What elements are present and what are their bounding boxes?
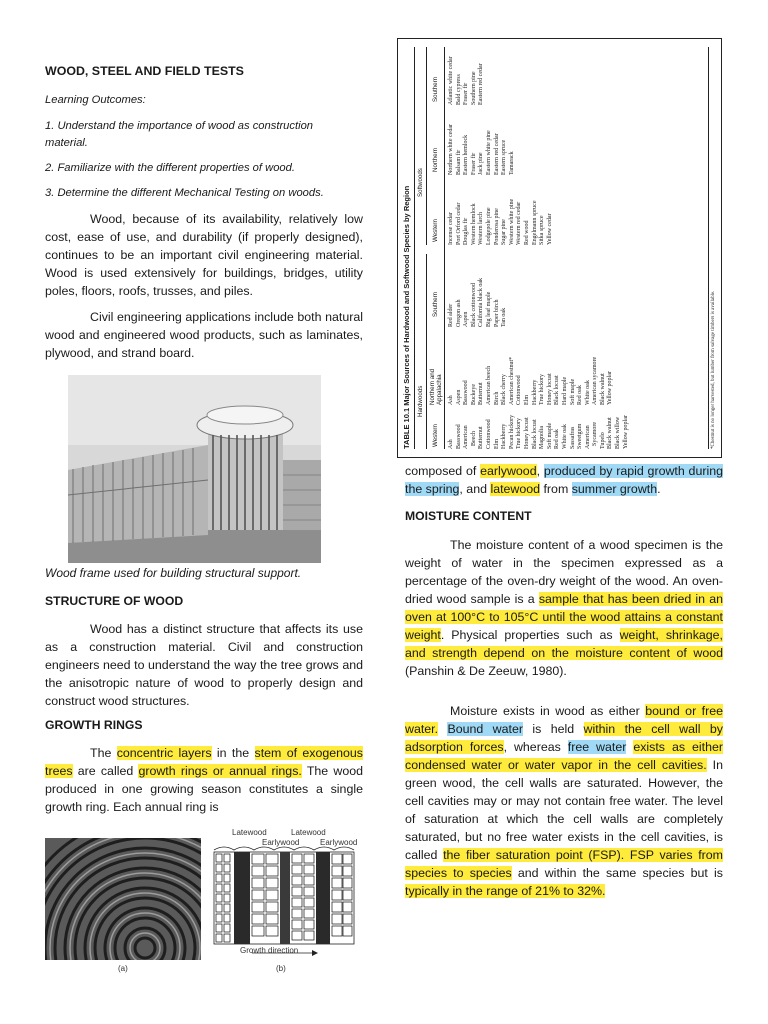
wood-frame-photo <box>68 375 321 563</box>
label-latewood-2: Latewood <box>291 828 326 837</box>
table-col-hw-northern: Ash Aspen Basswood Buckeye Butternut American beech Birch Black cherry American chestnut* Cottonwood Elm Hackberry True hickory Honey locust Black locust Hard maple Soft maple Red oak White oak American sycamore Black walnut Yellow poplar <box>448 356 614 405</box>
learning-outcome-1: 1. Understand the importance of wood as construction material. <box>45 120 314 149</box>
learning-outcome-2: 2. Familiarize with the different properties of wood. <box>45 162 295 174</box>
applications-paragraph: Civil engineering applications include both natural wood and engineered wood products, such as laminates, plywood, and strand board. <box>45 310 363 360</box>
table-sw-western: Western <box>432 219 439 242</box>
table-group-hardwoods: Hardwoods <box>417 385 424 417</box>
growth-rings-continued: composed of earlywood, produced by rapid growth during the spring, and latewood from summer growth. <box>405 464 723 496</box>
figure-label-a: (a) <box>118 964 128 973</box>
table-hw-western: Western <box>432 424 439 447</box>
label-latewood-1: Latewood <box>232 828 267 837</box>
table-sw-northern: Northern <box>432 147 439 172</box>
growth-rings-heading: GROWTH RINGS <box>45 718 143 732</box>
table-col-hw-southern: Red alder Oregon ash Aspen Black cottonwood California black oak Big leaf maple Paper birch Tan oak <box>448 278 508 327</box>
page-title: WOOD, STEEL AND FIELD TESTS <box>45 64 244 78</box>
figure-label-b: (b) <box>276 964 286 973</box>
label-earlywood-1: Earlywood <box>262 838 300 847</box>
table-group-softwoods: Softwoods <box>417 168 424 197</box>
table-col-hw-western: Ash Basswood American Beech Butternut Cottonwood Elm Hackberry Pecan hickory True hickory Honey locust Black locust Magnolia Soft maple Red oak White oak Sassafras Sweetgum American Sycamore Tupelo Black walnut Black willow Yellow poplar <box>448 414 629 449</box>
table-caption: TABLE 10.1 Major Sources of Hardwood and Softwood Species by Region <box>402 185 411 449</box>
photo-caption: Wood frame used for building structural support. <box>45 566 302 580</box>
hardwood-softwood-table <box>397 38 722 458</box>
learning-outcomes-heading: Learning Outcomes: <box>45 94 146 106</box>
wood-cell-diagram <box>212 828 362 960</box>
structure-paragraph: Wood has a distinct structure that affects its use as a construction material. Civil and construction engineers need to understand the way the tree grows and the anisotropic nature of wood to properly design and construct wood structures. <box>45 622 363 708</box>
table-footnote: *Chestnut is no longer harvested, but lumber from salvage timbers is available. <box>711 290 716 449</box>
growth-rings-photo <box>45 838 201 960</box>
intro-paragraph: Wood, because of its availability, relatively low cost, ease of use, and durability (if properly designed), continues to be an important civil engineering material. Wood is used extensively for buildings, bridges, utility poles, floors, roofs, trusses, and piles. <box>45 212 363 298</box>
table-rotated-content <box>398 39 721 457</box>
learning-outcome-3: 3. Determine the different Mechanical Testing on woods. <box>45 187 324 199</box>
moisture-paragraph-2: Moisture exists in wood as either bound or free water. Bound water is held within the cell wall by adsorption forces, whereas free water exists as either condensed water or water vapor in the cell cavities. In green wood, the cell walls are saturated. However, the cell cavities may or may not contain free water. The level of saturation at which the cell walls are completely saturated, but no free water exists in the cell cavities, is called the fiber saturation point (FSP). FSP varies from species to species and within the same species but is typically in the range of 21% to 32%. <box>405 704 723 898</box>
moisture-paragraph-1: The moisture content of a wood specimen is the weight of water in the specimen expressed as a percentage of the oven-dry weight of the wood. An oven-dried wood sample is a sample that has been dried in an oven at 100°C to 105°C until the wood attains a constant weight. Physical properties such as weight, shrinkage, and strength depend on the moisture content of wood (Panshin & De Zeeuw, 1980). <box>405 538 724 678</box>
table-col-sw-southern: Atlantic white cedar Bald cypress Fraser fir Southern pine Eastern red cedar <box>448 56 485 105</box>
table-hw-northern: Northern and Appalachia <box>429 368 443 405</box>
table-col-sw-northern: Northern white cedar Balsam fir Eastern hemlock Fraser fir Jack pine Eastern white pine Eastern red cedar Eastern spruce Tamarack <box>448 124 515 175</box>
label-growth-direction: Growth direction <box>240 946 299 955</box>
growth-rings-paragraph: The concentric layers in the stem of exogenous trees are called growth rings or annual rings. The wood produced in one growing season constitutes a single growth ring. Each annual ring is <box>45 746 364 814</box>
table-hw-southern: Southern <box>432 291 439 317</box>
table-col-sw-western: Incense cedar Port Orford cedar Douglas fir Western hemlock Western larch Lodgepole pine Ponderosa pine Sugar pine Western white pine Western red cedar Red wood Engelmann spruce Sitka spruce Yellow cedar <box>448 198 553 245</box>
label-earlywood-2: Earlywood <box>320 838 358 847</box>
moisture-content-heading: MOISTURE CONTENT <box>405 509 532 523</box>
table-sw-southern: Southern <box>432 76 439 102</box>
structure-heading: STRUCTURE OF WOOD <box>45 594 184 608</box>
